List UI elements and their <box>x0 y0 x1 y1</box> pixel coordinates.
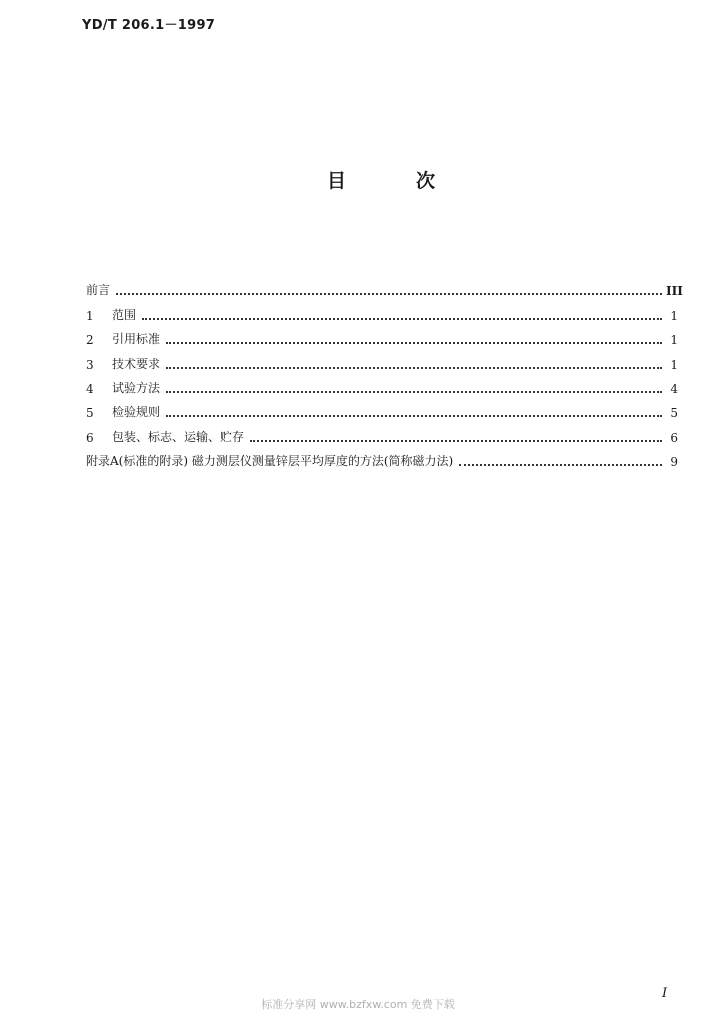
toc-entry-page: 1 <box>670 308 678 323</box>
dot-leader <box>142 318 662 320</box>
page-number: I <box>662 986 668 1001</box>
toc-entry-number: 1 <box>86 308 94 323</box>
toc-entry-page: 5 <box>670 406 678 421</box>
toc-entry-page: III <box>666 284 683 299</box>
title-char-left: 目 <box>326 170 346 192</box>
toc-entry-number: 4 <box>86 381 94 396</box>
dot-leader <box>166 342 662 344</box>
toc-entry-label: 前言 <box>86 283 111 298</box>
toc-entry-packaging[interactable] <box>86 420 678 444</box>
dot-leader <box>166 415 662 417</box>
dot-leader <box>166 391 662 393</box>
toc-entry-foreword[interactable] <box>86 274 683 299</box>
table-of-contents <box>86 274 683 470</box>
document-number: YD/T 206.1－1997 <box>82 18 216 33</box>
toc-entry-page: 4 <box>670 381 678 396</box>
toc-entry-page: 1 <box>670 357 678 372</box>
toc-entry-number: 2 <box>86 333 94 348</box>
toc-entry-number: 5 <box>86 406 94 421</box>
toc-entry-appendix-a[interactable] <box>86 445 678 469</box>
toc-entry-label: 检验规则 <box>112 405 161 420</box>
dot-leader <box>250 440 662 442</box>
dot-leader <box>166 367 662 369</box>
toc-entry-label: 技术要求 <box>112 356 161 371</box>
toc-entry-page: 6 <box>670 430 678 445</box>
watermark: 标准分享网 www.bzfxw.com 免费下载 <box>261 998 455 1011</box>
toc-entry-test-methods[interactable] <box>86 372 678 396</box>
toc-entry-label: 附录A(标准的附录) 磁力测层仪测量锌层平均厚度的方法(简称磁力法) <box>86 454 454 469</box>
toc-entry-label: 试验方法 <box>112 380 161 395</box>
toc-entry-scope[interactable] <box>86 298 678 322</box>
toc-entry-label: 包装、标志、运输、贮存 <box>112 429 245 444</box>
dot-leader <box>116 293 662 295</box>
toc-entry-technical-requirements[interactable] <box>86 347 678 371</box>
title-char-right: 次 <box>416 170 436 192</box>
toc-entry-inspection-rules[interactable] <box>86 396 678 420</box>
page-title <box>0 166 716 193</box>
dot-leader <box>459 464 662 466</box>
toc-entry-number: 3 <box>86 357 94 372</box>
toc-entry-normative-references[interactable] <box>86 323 678 347</box>
toc-entry-label: 范围 <box>112 307 137 322</box>
toc-entry-number: 6 <box>86 430 94 445</box>
toc-entry-page: 1 <box>670 333 678 348</box>
toc-entry-label: 引用标准 <box>112 332 161 347</box>
toc-entry-page: 9 <box>670 455 678 470</box>
